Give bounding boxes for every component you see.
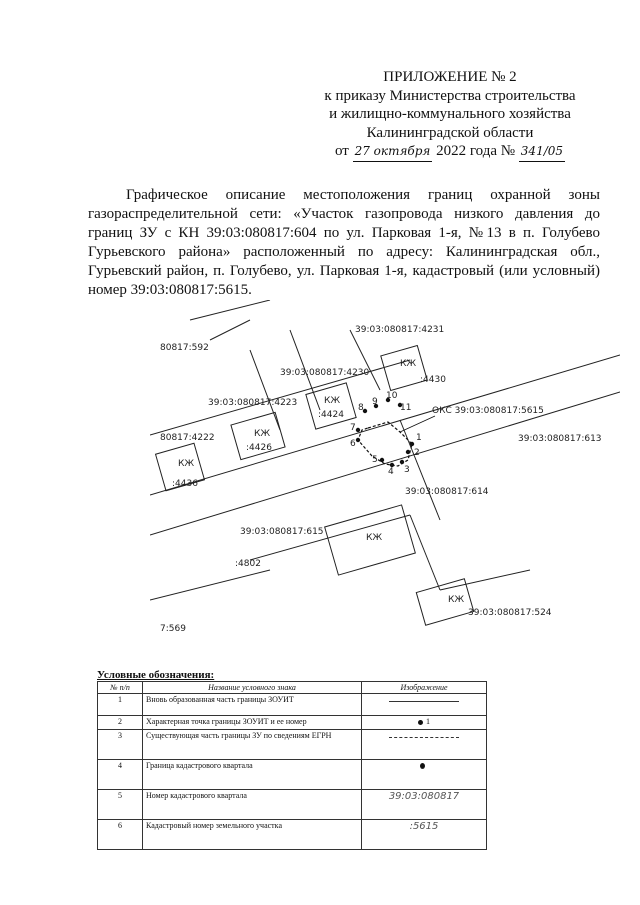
legend-row	[98, 820, 487, 850]
point-label: 9	[372, 397, 378, 407]
point-label: 4	[388, 467, 394, 477]
label-615: 39:03:080817:615	[240, 527, 324, 537]
legend-header-image: Изображение	[362, 682, 487, 694]
kzh-label: КЖ	[178, 459, 195, 469]
label-592: 80817:592	[160, 343, 209, 353]
kzh-label: КЖ	[254, 429, 271, 439]
legend-point-number: 1	[426, 717, 430, 726]
legend-image	[362, 730, 487, 760]
point-label: 1	[416, 433, 422, 443]
legend-num: 1	[98, 694, 143, 716]
legend-image	[362, 760, 487, 790]
label-614: 39:03:080817:614	[405, 487, 489, 497]
order-line-2: и жилищно-коммунального хозяйства	[329, 106, 571, 122]
description	[88, 186, 600, 300]
point-dot-icon	[418, 720, 423, 725]
point-label: 5	[372, 455, 378, 465]
label-4436: :4436	[172, 479, 198, 489]
label-oks: ОКС 39:03:080817:5615	[432, 406, 544, 416]
date-prefix: от	[334, 143, 349, 159]
point-label: 6	[350, 439, 356, 449]
point-label: 3	[404, 465, 410, 475]
appendix-header	[300, 68, 600, 162]
legend-name: Номер кадастрового квартала	[143, 790, 362, 820]
description-paragraph: Графическое описание местоположения границ охранной зоны газораспределительной сети: «Участок газопровода низкого давления до границ ЗУ с КН 39:03:080817:604 по ул. Парковая 1-я, №13 в п. Голубево Гурьевского района» расположенный по адресу: Калининградская обл., Гурьевский район, п. Голубево, ул. Парковая 1-я, кадастровый (или условный) номер 39:03:080817:5615.	[88, 187, 600, 298]
order-line-3: Калининградской области	[366, 124, 534, 141]
legend-header-name: Название условного знака	[143, 682, 362, 694]
legend-table	[97, 681, 487, 850]
legend-row	[98, 694, 487, 716]
legend-num: 5	[98, 790, 143, 820]
legend-num: 2	[98, 716, 143, 730]
appendix-title: ПРИЛОЖЕНИЕ № 2	[383, 69, 517, 85]
label-4222: 80817:4222	[160, 433, 215, 443]
handwritten-date: 27 октября	[353, 142, 433, 162]
legend-num: 6	[98, 820, 143, 850]
legend-row	[98, 716, 487, 730]
kzh-label: КЖ	[366, 533, 383, 543]
legend-row	[98, 790, 487, 820]
legend-name: Существующая часть границы ЗУ по сведениям ЕГРН	[143, 730, 362, 760]
legend-name: Вновь образованная часть границы ЗОУИТ	[143, 694, 362, 716]
legend-header-row	[98, 682, 487, 694]
label-4426: :4426	[246, 443, 272, 453]
parcel-number-sample: :5615	[409, 821, 439, 832]
point-label: 7	[350, 423, 356, 433]
label-4230: 39:03:080817:4230	[280, 368, 370, 378]
legend-row	[98, 760, 487, 790]
legend-name: Характерная точка границы ЗОУИТ и ее номер	[143, 716, 362, 730]
point-label: 2	[414, 448, 420, 458]
legend-image	[362, 716, 487, 730]
label-613: 39:03:080817:613	[518, 434, 602, 444]
legend-header-num: № п/п	[98, 682, 143, 694]
legend-title: Условные обозначения:	[97, 669, 215, 681]
legend-num: 4	[98, 760, 143, 790]
dotted-line-sample	[420, 763, 425, 769]
kzh-label: КЖ	[324, 396, 341, 406]
label-4430: :4430	[420, 375, 446, 385]
cadastral-map	[150, 300, 620, 640]
point-label: 10	[386, 391, 398, 401]
legend-image	[362, 820, 487, 850]
map-drawing	[150, 300, 620, 640]
order-date-line	[300, 142, 600, 162]
point-label: 8	[358, 403, 364, 413]
quarter-number-sample: 39:03:080817	[388, 791, 460, 802]
order-line-1: к приказу Министерства строительства	[324, 87, 576, 104]
solid-line-sample	[389, 695, 459, 702]
point-label: 11	[400, 403, 412, 413]
label-4231: 39:03:080817:4231	[355, 325, 445, 335]
kzh-label: КЖ	[448, 595, 465, 605]
legend-num: 3	[98, 730, 143, 760]
label-524: 39:03:080817:524	[468, 608, 552, 618]
handwritten-number: 341/05	[519, 142, 565, 162]
legend-name: Граница кадастрового квартала	[143, 760, 362, 790]
label-4802: :4802	[235, 559, 261, 569]
year-text: 2022 года №	[436, 143, 516, 159]
legend-row	[98, 730, 487, 760]
kzh-label: КЖ	[400, 359, 417, 369]
dashed-line-sample	[389, 731, 459, 738]
legend-name: Кадастровый номер земельного участка	[143, 820, 362, 850]
legend-image	[362, 790, 487, 820]
label-569: 7:569	[160, 624, 186, 634]
legend-image	[362, 694, 487, 716]
label-4223: 39:03:080817:4223	[208, 398, 298, 408]
label-4424: :4424	[318, 410, 344, 420]
